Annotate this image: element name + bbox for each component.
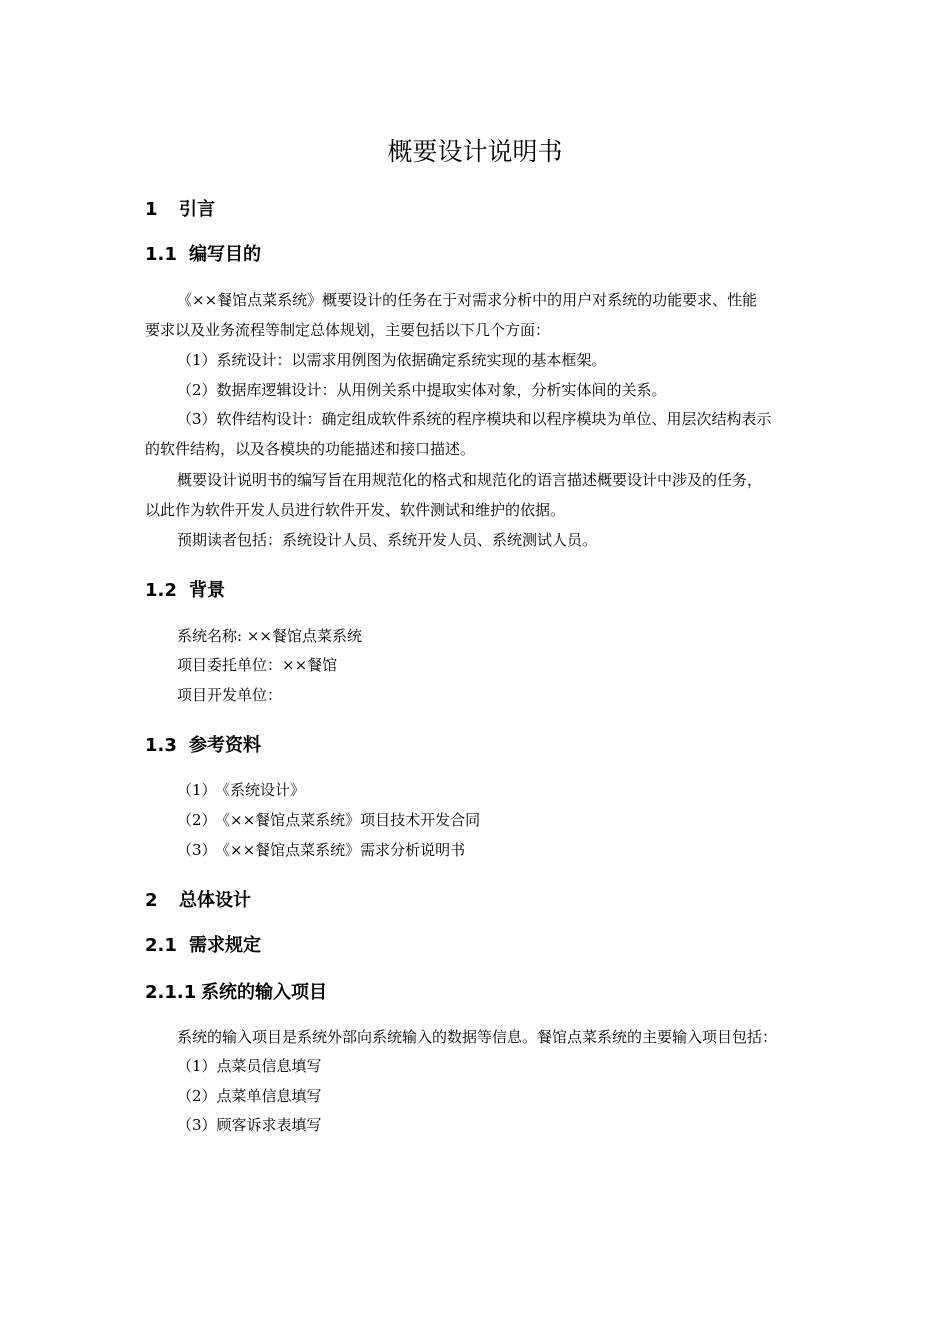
- document-title: 概要设计说明书: [387, 137, 563, 166]
- heading-text: 系统的输入项目: [201, 982, 327, 1003]
- heading-text: 编写目的: [189, 244, 261, 265]
- heading-section-2-1: [145, 934, 261, 958]
- heading-section-1-3: [145, 734, 261, 758]
- reference-item: [177, 780, 305, 800]
- heading-section-1-1: [145, 243, 261, 267]
- heading-text: 需求规定: [189, 935, 261, 956]
- reference-title: 《××餐馆点菜系统》需求分析说明书: [215, 841, 466, 859]
- reference-title: 《系统设计》: [215, 781, 306, 799]
- project-developer: 项目开发单位：: [177, 686, 283, 704]
- heading-section-1-2: [145, 579, 225, 603]
- heading-number: 1.2: [145, 580, 177, 601]
- list-item: （2）数据库逻辑设计：从用例关系中提取实体对象，分析实体间的关系。: [177, 381, 667, 399]
- paragraph-line: 的软件结构，以及各模块的功能描述和接口描述。: [145, 440, 476, 458]
- paragraph-line: 概要设计说明书的编写旨在用规范化的格式和规范化的语言描述概要设计中涉及的任务，: [177, 471, 763, 489]
- list-item: （3）顾客诉求表填写: [177, 1116, 322, 1134]
- reference-number: （1）: [177, 781, 217, 799]
- project-client: 项目委托单位：××餐馆: [177, 656, 338, 674]
- paragraph-line: 以此作为软件开发人员进行软件开发、软件测试和维护的依据。: [145, 501, 566, 519]
- heading-number: 2.1.1: [145, 982, 197, 1003]
- system-name: 系统名称: ××餐馆点菜系统: [177, 627, 362, 645]
- heading-number: 1.3: [145, 735, 177, 756]
- heading-number: 1: [145, 199, 158, 220]
- paragraph-line: 预期读者包括：系统设计人员、系统开发人员、系统测试人员。: [177, 531, 598, 549]
- paragraph-line: 要求以及业务流程等制定总体规划，主要包括以下几个方面：: [145, 321, 551, 339]
- reference-number: （3）: [177, 841, 217, 859]
- list-item: （3）软件结构设计：确定组成软件系统的程序模块和以程序模块为单位、用层次结构表示: [177, 410, 772, 428]
- reference-number: （2）: [177, 811, 217, 829]
- heading-number: 1.1: [145, 244, 177, 265]
- heading-number: 2.1: [145, 935, 177, 956]
- heading-text: 参考资料: [189, 735, 261, 756]
- heading-text: 总体设计: [179, 890, 251, 911]
- heading-text: 背景: [189, 580, 225, 601]
- reference-title: 《××餐馆点菜系统》项目技术开发合同: [215, 811, 481, 829]
- heading-text: 引言: [179, 199, 215, 220]
- reference-item: [177, 840, 465, 860]
- heading-number: 2: [145, 890, 158, 911]
- reference-item: [177, 810, 480, 830]
- list-item: （1）点菜员信息填写: [177, 1057, 322, 1075]
- heading-section-2: [145, 889, 251, 913]
- heading-section-2-1-1: [145, 981, 327, 1005]
- list-item: （1）系统设计：以需求用例图为依据确定系统实现的基本框架。: [177, 351, 607, 369]
- heading-section-1: [145, 198, 215, 222]
- list-item: （2）点菜单信息填写: [177, 1087, 322, 1105]
- paragraph-line: 《××餐馆点菜系统》概要设计的任务在于对需求分析中的用户对系统的功能要求、性能: [177, 291, 758, 309]
- paragraph-line: 系统的输入项目是系统外部向系统输入的数据等信息。餐馆点菜系统的主要输入项目包括：: [177, 1028, 778, 1046]
